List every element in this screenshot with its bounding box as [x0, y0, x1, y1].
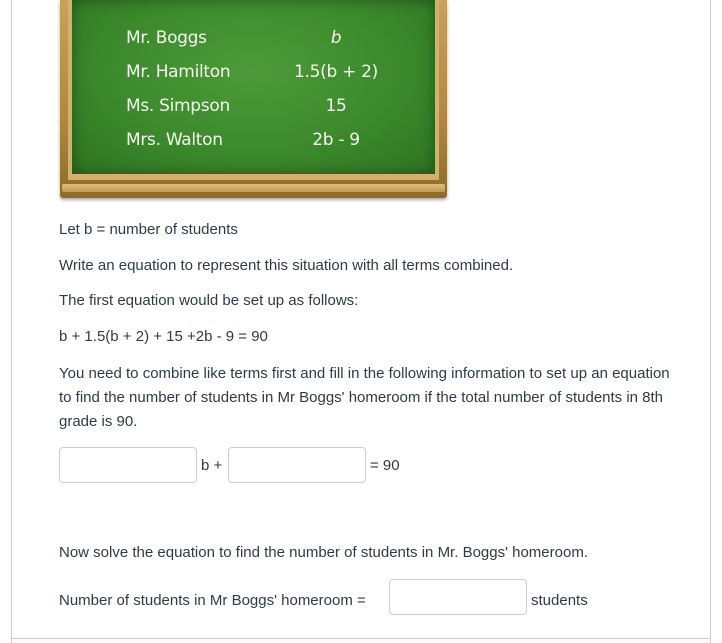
solve-instruction: Now solve the equation to find the number of students in Mr. Boggs' homeroom. — [59, 544, 588, 561]
combine-instruction: You need to combine like terms first and fill in the following information to set up an equation to find the number of students in Mr Boggs' homeroom if the total number of students in 8th grade is 90. — [59, 365, 670, 430]
content-border-right — [710, 0, 711, 643]
chalk-expression: 15 — [325, 96, 347, 116]
chalk-teacher-name: Mr. Hamilton — [126, 62, 231, 82]
chalk-expression: 1.5(b + 2) — [294, 62, 378, 82]
setup-intro-text: The first equation would be set up as follows: — [59, 292, 359, 309]
constant-input[interactable] — [228, 447, 366, 483]
b-plus-label: b + — [201, 457, 223, 474]
variable-definition: Let b = number of students — [59, 221, 238, 238]
chalk-teacher-name: Ms. Simpson — [126, 96, 230, 116]
content-border-left — [11, 0, 12, 643]
content-border-bottom — [11, 638, 711, 639]
chalkboard-ledge — [62, 184, 445, 192]
chalk-teacher-name: Mrs. Walton — [126, 130, 223, 150]
first-equation: b + 1.5(b + 2) + 15 +2b - 9 = 90 — [59, 328, 268, 345]
chalk-expression: b — [330, 28, 342, 48]
coefficient-input[interactable] — [59, 447, 197, 483]
chalk-teacher-name: Mr. Boggs — [126, 28, 207, 48]
equals-ninety-label: = 90 — [370, 457, 400, 474]
chalk-expression: 2b - 9 — [312, 130, 360, 150]
students-unit-label: students — [531, 592, 588, 609]
students-answer-input[interactable] — [389, 579, 527, 615]
instruction-text: Write an equation to represent this situation with all terms combined. — [59, 257, 514, 274]
answer-label: Number of students in Mr Boggs' homeroom = — [59, 592, 366, 609]
